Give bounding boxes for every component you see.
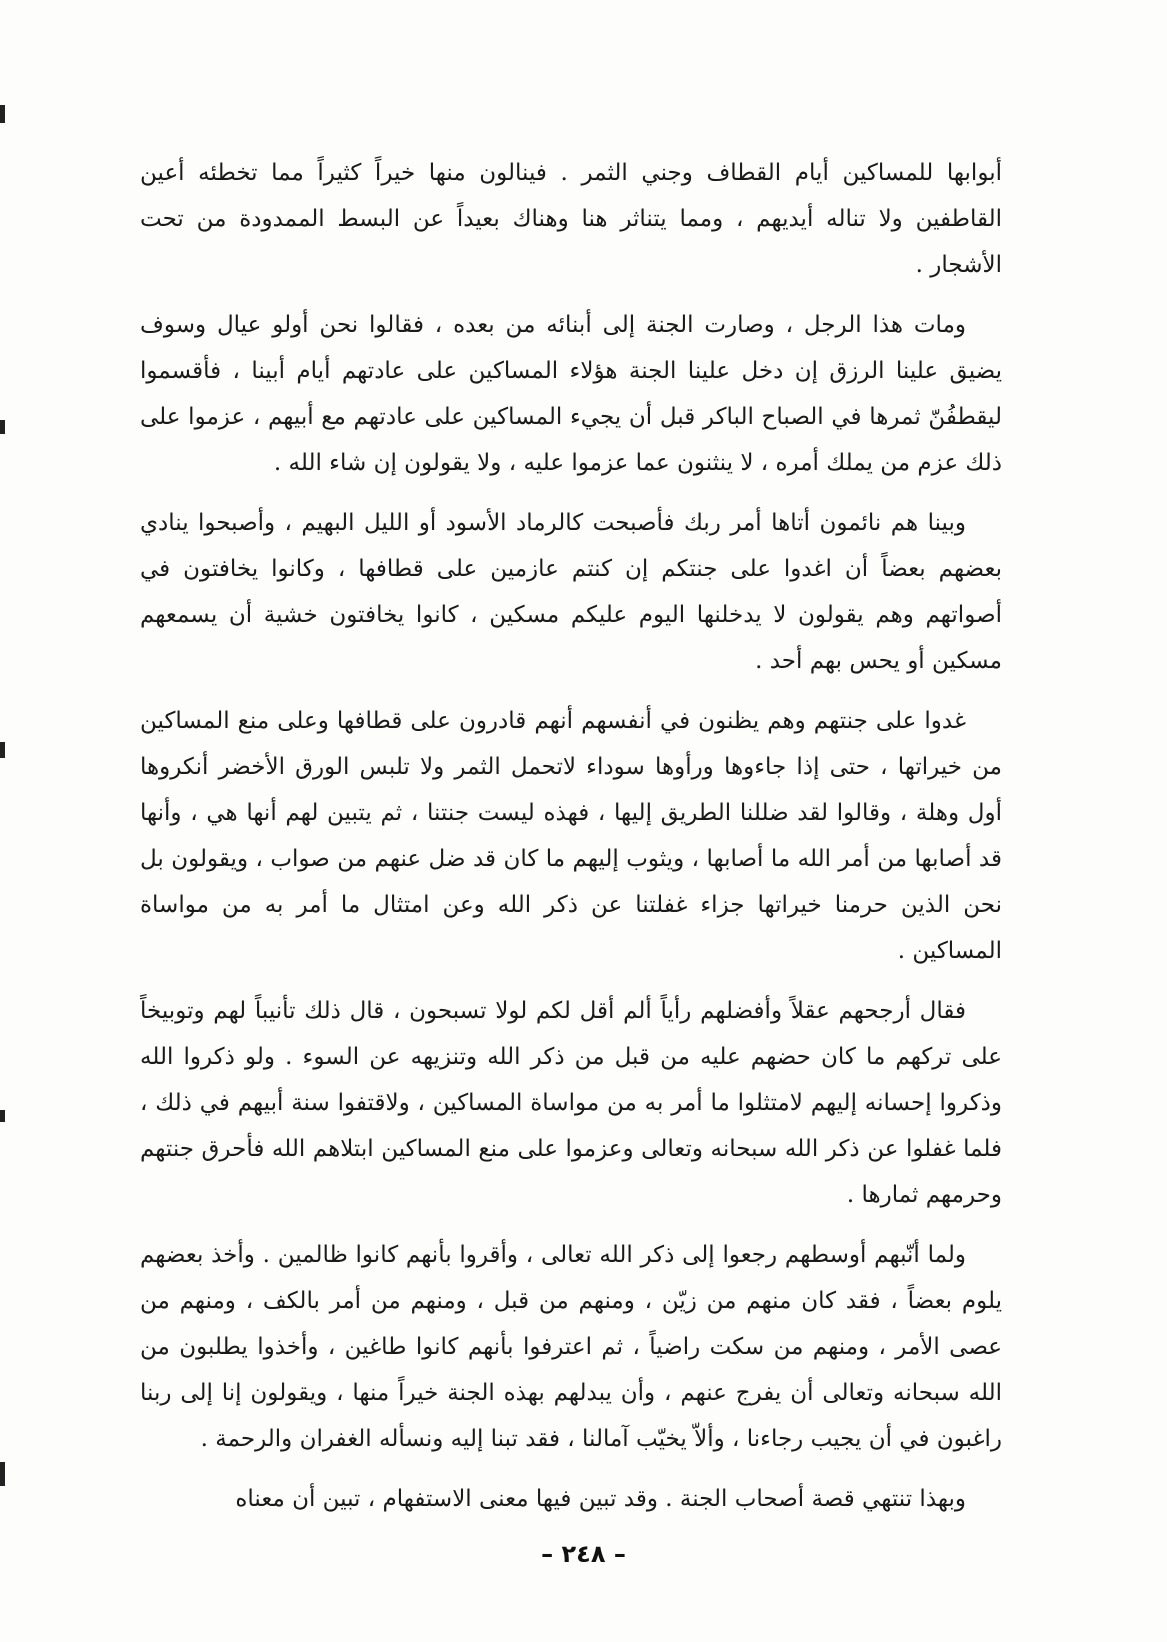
paragraph: غدوا على جنتهم وهم يظنون في أنفسهم أنهم قادرون على قطافها وعلى منع المساكين من خيراتها ، حتى إذا جاءوها ورأوها سوداء لاتحمل الثمر ولا تلبس الورق الأخضر أنكروها أول وهلة ، وقالوا لقد ضللنا الطريق إليها ، فهذه ليست جنتنا ، ثم يتبين لهم أنها هي ، وأنها قد أصابها من أمر الله ما أصابها ، ويثوب إليهم ما كان قد ضل عنهم من صواب ، ويقولون بل نحن الذين حرمنا خيراتها جزاء غفلتنا عن ذكر الله وعن امتثال ما أمر به من مواساة المساكين . <box>140 708 1002 964</box>
margin-mark <box>0 420 5 434</box>
margin-mark <box>0 105 5 123</box>
paragraph: وبينا هم نائمون أتاها أمر ربك فأصبحت كالرماد الأسود أو الليل البهيم ، وأصبحوا ينادي بعضهم بعضاً أن اغدوا على جنتكم إن كنتم عازمين على قطافها ، وكانوا يخافتون في أصواتهم وهم يقولون لا يدخلنها اليوم عليكم مسكين ، كانوا يخافتون خشية أن يسمعهم مسكين أو يحس بهم أحد . <box>140 510 1002 674</box>
body-text <box>140 150 1002 1536</box>
page-number: – ٢٤٨ – <box>541 1540 626 1568</box>
margin-mark <box>0 742 5 758</box>
margin-mark <box>0 1462 5 1486</box>
paragraph: فقال أرجحهم عقلاً وأفضلهم رأياً ألم أقل لكم لولا تسبحون ، قال ذلك تأنيباً لهم وتوبيخاً على تركهم ما كان حضهم عليه من قبل من ذكر الله وتنزيهه عن السوء . ولو ذكروا الله وذكروا إحسانه إليهم لامتثلوا ما أمر به من مواساة المساكين ، ولاقتفوا سنة أبيهم في ذلك ، فلما غفلوا عن ذكر الله سبحانه وتعالى وعزموا على منع المساكين ابتلاهم الله فأحرق جنتهم وحرمهم ثمارها . <box>140 998 1002 1208</box>
paragraph: أبوابها للمساكين أيام القطاف وجني الثمر . فينالون منها خيراً كثيراً مما تخطئه أعين القاطفين ولا تناله أيديهم ، ومما يتناثر هنا وهناك بعيداً عن البسط الممدودة من تحت الأشجار . <box>140 160 1002 278</box>
paragraph: وبهذا تنتهي قصة أصحاب الجنة . وقد تبين فيها معنى الاستفهام ، تبين أن معناه <box>235 1486 966 1512</box>
margin-mark <box>0 1110 5 1122</box>
paragraph: ومات هذا الرجل ، وصارت الجنة إلى أبنائه من بعده ، فقالوا نحن أولو عيال وسوف يضيق علينا الرزق إن دخل علينا الجنة هؤلاء المساكين على عادتهم أيام أبينا ، فأقسموا ليقطفُنّ ثمرها في الصباح الباكر قبل أن يجيء المساكين على عادتهم مع أبيهم ، عزموا على ذلك عزم من يملك أمره ، لا ينثنون عما عزموا عليه ، ولا يقولون إن شاء الله . <box>140 312 1002 476</box>
paragraph: ولما أنّبهم أوسطهم رجعوا إلى ذكر الله تعالى ، وأقروا بأنهم كانوا ظالمين . وأخذ بعضهم يلوم بعضاً ، فقد كان منهم من زيّن ، ومنهم من قبل ، ومنهم من أمر بالكف ، ومنهم من عصى الأمر ، ومنهم من سكت راضياً ، ثم اعترفوا بأنهم كانوا طاغين ، وأخذوا يطلبون من الله سبحانه وتعالى أن يفرج عنهم ، وأن يبدلهم بهذه الجنة خيراً منها ، ويقولون إنا إلى ربنا راغبون في أن يجيب رجاءنا ، وألاّ يخيّب آمالنا ، فقد تبنا إليه ونسأله الغفران والرحمة . <box>140 1242 1002 1452</box>
